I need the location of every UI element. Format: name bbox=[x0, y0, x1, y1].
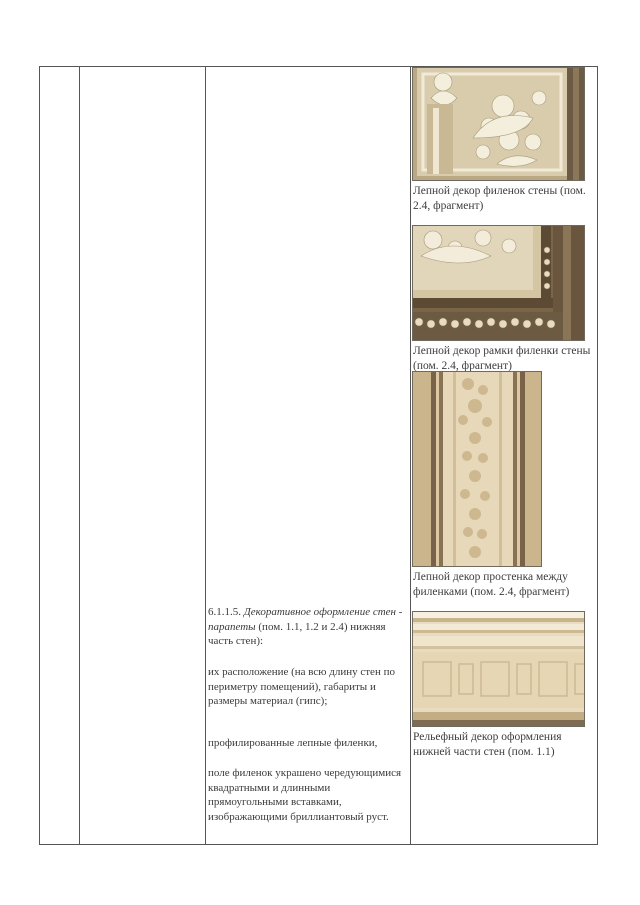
section-paragraph: их расположение (на всю длину стен по периметру помещений), габариты и размеры материал (гипс); bbox=[208, 666, 395, 707]
photo-caption: Лепной декор рамки филенки стены (пом. 2.4, фрагмент) bbox=[413, 345, 591, 372]
photo-panel-frame bbox=[412, 225, 585, 341]
section-number: 6.1.1.5. bbox=[208, 606, 241, 618]
column-divider-1 bbox=[79, 67, 80, 844]
photo-lower-wall-relief bbox=[412, 611, 585, 727]
photo-pier-between-panels bbox=[412, 371, 542, 567]
document-table bbox=[39, 66, 598, 845]
section-paragraph: поле филенок украшено чередующимися квадратными и длинными прямоугольными вставками, изображающими бриллиантовый руст. bbox=[208, 767, 402, 823]
section-heading bbox=[208, 605, 408, 649]
photo-caption: Лепной декор филенок стены (пом. 2.4, фрагмент) bbox=[413, 185, 586, 212]
photo-caption: Лепной декор простенка между филенками (пом. 2.4, фрагмент) bbox=[413, 571, 570, 598]
photo-wall-panel-moulding bbox=[412, 67, 585, 181]
photo-caption: Рельефный декор оформления нижней части стен (пом. 1.1) bbox=[413, 731, 562, 758]
section-title: Декоративное оформление стен - парапеты bbox=[208, 606, 403, 633]
column-divider-3 bbox=[410, 67, 411, 844]
section-title-rest: (пом. 1.1, 1.2 и 2.4) нижняя часть стен): bbox=[208, 620, 386, 647]
section-paragraph: профилированные лепные филенки, bbox=[208, 737, 378, 749]
column-divider-2 bbox=[205, 67, 206, 844]
